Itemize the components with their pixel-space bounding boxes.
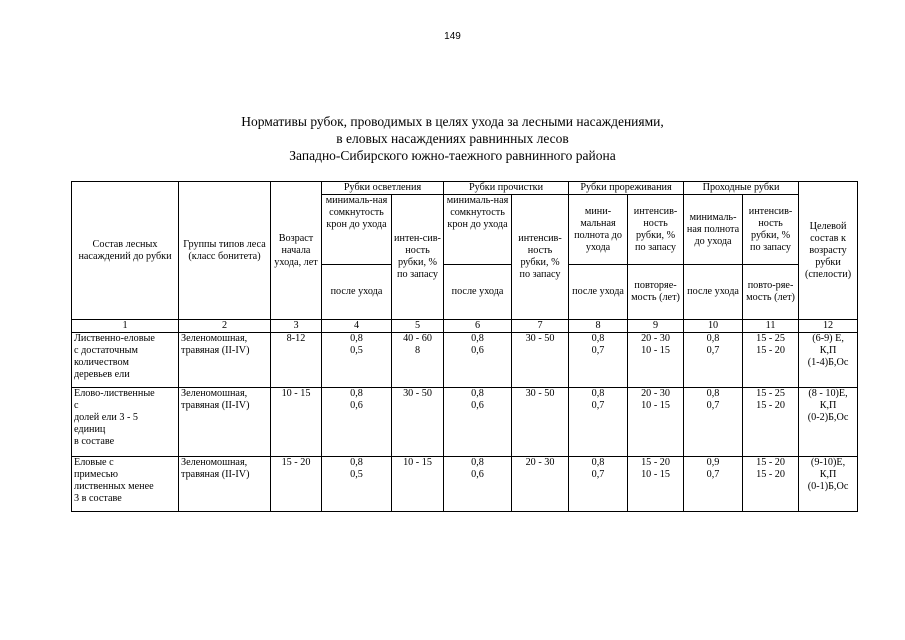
- cell-value: 15 - 20 15 - 20: [743, 457, 799, 512]
- header-group-clarification: Рубки осветления: [322, 182, 444, 195]
- cell-forest-type: Зеленомошная, травяная (II-IV): [179, 333, 271, 388]
- cell-forest-type: Зеленомошная, травяная (II-IV): [179, 388, 271, 457]
- column-number-row: [72, 320, 858, 333]
- column-number: 11: [743, 320, 799, 333]
- cell-age: 8-12: [271, 333, 322, 388]
- header-group-passage: Проходные рубки: [684, 182, 799, 195]
- document-title: [0, 113, 905, 164]
- header-intensity-stock: интен-сив-ность рубки, % по запасу: [392, 195, 444, 320]
- header-repeat-1: повторяе-мость (лет): [628, 265, 684, 320]
- header-intensity-pct: интенсив-ность рубки, % по запасу: [628, 195, 684, 265]
- column-number: 6: [444, 320, 512, 333]
- header-min-density: мини-мальная полнота до ухода: [569, 195, 628, 265]
- cell-age: 15 - 20: [271, 457, 322, 512]
- page-number: 149: [444, 31, 461, 42]
- header-after-care-3: после ухода: [569, 265, 628, 320]
- header-row-groups: [72, 182, 858, 195]
- header-after-care-1: после ухода: [322, 265, 392, 320]
- header-composition: Состав лесных насаждений до рубки: [72, 182, 179, 320]
- column-number: 8: [569, 320, 628, 333]
- norms-table: [71, 181, 858, 512]
- column-number: 3: [271, 320, 322, 333]
- cell-value: 0,8 0,7: [569, 388, 628, 457]
- column-number: 5: [392, 320, 444, 333]
- title-line-1: Нормативы рубок, проводимых в целях ухода за лесными насаждениями,: [241, 114, 664, 129]
- header-after-care-2: после ухода: [444, 265, 512, 320]
- cell-value: 15 - 25 15 - 20: [743, 333, 799, 388]
- header-intensity-pct-2: интенсив-ность рубки, % по запасу: [743, 195, 799, 265]
- cell-value: 0,8 0,7: [684, 333, 743, 388]
- cell-value: 0,8 0,6: [444, 388, 512, 457]
- column-number: 1: [72, 320, 179, 333]
- cell-value: 0,9 0,7: [684, 457, 743, 512]
- cell-target: (6-9) Е, К,П (1-4)Б,Ос: [799, 333, 858, 388]
- cell-value: 40 - 60 8: [392, 333, 444, 388]
- cell-value: 0,8 0,6: [322, 388, 392, 457]
- cell-value: 0,8 0,7: [569, 457, 628, 512]
- cell-value: 15 - 20 10 - 15: [628, 457, 684, 512]
- header-intensity-stock-2: интенсив-ность рубки, % по запасу: [512, 195, 569, 320]
- cell-value: 20 - 30: [512, 457, 569, 512]
- column-number: 10: [684, 320, 743, 333]
- cell-target: (8 - 10)Е, К,П (0-2)Б,Ос: [799, 388, 858, 457]
- cell-value: 0,8 0,5: [322, 457, 392, 512]
- cell-value: 0,8 0,6: [444, 457, 512, 512]
- cell-composition: Еловые с примесью лиственных менее 3 в составе: [72, 457, 179, 512]
- header-group-cleaning: Рубки прочистки: [444, 182, 569, 195]
- header-forest-type: Группы типов леса (класс бонитета): [179, 182, 271, 320]
- cell-age: 10 - 15: [271, 388, 322, 457]
- header-min-density-2: минималь-ная полнота до ухода: [684, 195, 743, 265]
- cell-value: 20 - 30 10 - 15: [628, 388, 684, 457]
- column-number: 7: [512, 320, 569, 333]
- title-line-3: Западно-Сибирского южно-таежного равнинного района: [289, 148, 616, 163]
- header-after-care-4: после ухода: [684, 265, 743, 320]
- table-row: [72, 388, 858, 457]
- column-number: 9: [628, 320, 684, 333]
- table-row: [72, 333, 858, 388]
- cell-value: 20 - 30 10 - 15: [628, 333, 684, 388]
- header-repeat-2: повто-ряе-мость (лет): [743, 265, 799, 320]
- cell-composition: Лиственно-еловые с достаточным количеством деревьев ели: [72, 333, 179, 388]
- table-row: [72, 457, 858, 512]
- cell-target: (9-10)Е, К,П (0-1)Б,Ос: [799, 457, 858, 512]
- header-age: Возраст начала ухода, лет: [271, 182, 322, 320]
- column-number: 2: [179, 320, 271, 333]
- cell-value: 0,8 0,7: [569, 333, 628, 388]
- cell-value: 30 - 50: [512, 388, 569, 457]
- header-target: Целевой состав к возрасту рубки (спелости): [799, 182, 858, 320]
- cell-forest-type: Зеленомошная, травяная (II-IV): [179, 457, 271, 512]
- header-min-closure: минималь-ная сомкнутость крон до ухода: [322, 195, 392, 265]
- cell-value: 0,8 0,5: [322, 333, 392, 388]
- header-min-closure-2: минималь-ная сомкнутость крон до ухода: [444, 195, 512, 265]
- cell-value: 0,8 0,6: [444, 333, 512, 388]
- cell-value: 10 - 15: [392, 457, 444, 512]
- cell-composition: Елово-лиственные с долей ели 3 - 5 единиц в составе: [72, 388, 179, 457]
- cell-value: 30 - 50: [512, 333, 569, 388]
- column-number: 4: [322, 320, 392, 333]
- header-group-thinning: Рубки прореживания: [569, 182, 684, 195]
- cell-value: 15 - 25 15 - 20: [743, 388, 799, 457]
- cell-value: 0,8 0,7: [684, 388, 743, 457]
- title-line-2: в еловых насаждениях равнинных лесов: [336, 131, 569, 146]
- column-number: 12: [799, 320, 858, 333]
- cell-value: 30 - 50: [392, 388, 444, 457]
